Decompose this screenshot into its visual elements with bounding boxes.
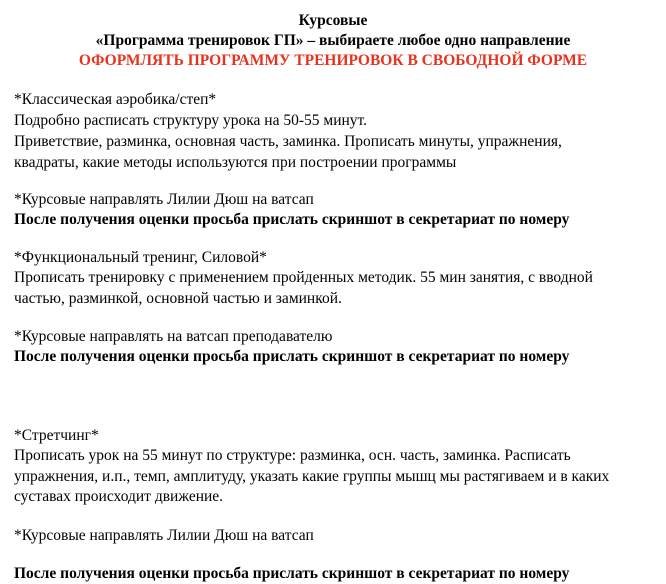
section-functional-heading: *Функциональный тренинг, Силовой*	[14, 249, 267, 266]
document-title: Курсовые	[298, 12, 368, 29]
section-functional-line: Прописать тренировку с применением пройденных методик. 55 мин занятия, с вводной	[14, 269, 593, 286]
section-aerobics-line: Подробно расписать структуру урока на 50-55 минут.	[14, 112, 368, 129]
section-stretching-line: суставах происходит движение.	[14, 488, 224, 505]
section-stretching-line: Прописать урок на 55 минут по структуре: разминка, осн. часть, заминка. Расписать	[14, 447, 571, 464]
section-functional-send-to: *Курсовые направлять на ватсап преподавателю	[14, 328, 333, 345]
section-aerobics-after-grade: После получения оценки просьба прислать скриншот в секретариат по номеру	[14, 211, 570, 228]
section-aerobics-line: квадраты, какие методы используются при построении программы	[14, 154, 457, 171]
section-stretching-after-grade: После получения оценки просьба прислать скриншот в секретариат по номеру	[14, 565, 570, 582]
section-functional-after-grade: После получения оценки просьба прислать скриншот в секретариат по номеру	[14, 348, 570, 365]
section-functional-line: частью, разминкой, основной частью и заминкой.	[14, 290, 342, 307]
section-aerobics-line: Приветствие, разминка, основная часть, заминка. Прописать минуты, упражнения,	[14, 133, 562, 150]
section-stretching-line: упражнения, и.п., темп, амплитуду, указать какие группы мышц мы растягиваем и в каких	[14, 468, 610, 485]
document-subtitle: «Программа тренировок ГП» – выбираете любое одно направление	[95, 32, 571, 49]
section-aerobics-heading: *Классическая аэробика/степ*	[14, 91, 217, 108]
format-notice: ОФОРМЛЯТЬ ПРОГРАММУ ТРЕНИРОВОК В СВОБОДНОЙ ФОРМЕ	[78, 52, 588, 69]
section-aerobics-send-to: *Курсовые направлять Лилии Дюш на ватсап	[14, 191, 314, 208]
section-stretching-heading: *Стретчинг*	[14, 427, 99, 444]
section-stretching-send-to: *Курсовые направлять Лилии Дюш на ватсап	[14, 527, 314, 544]
